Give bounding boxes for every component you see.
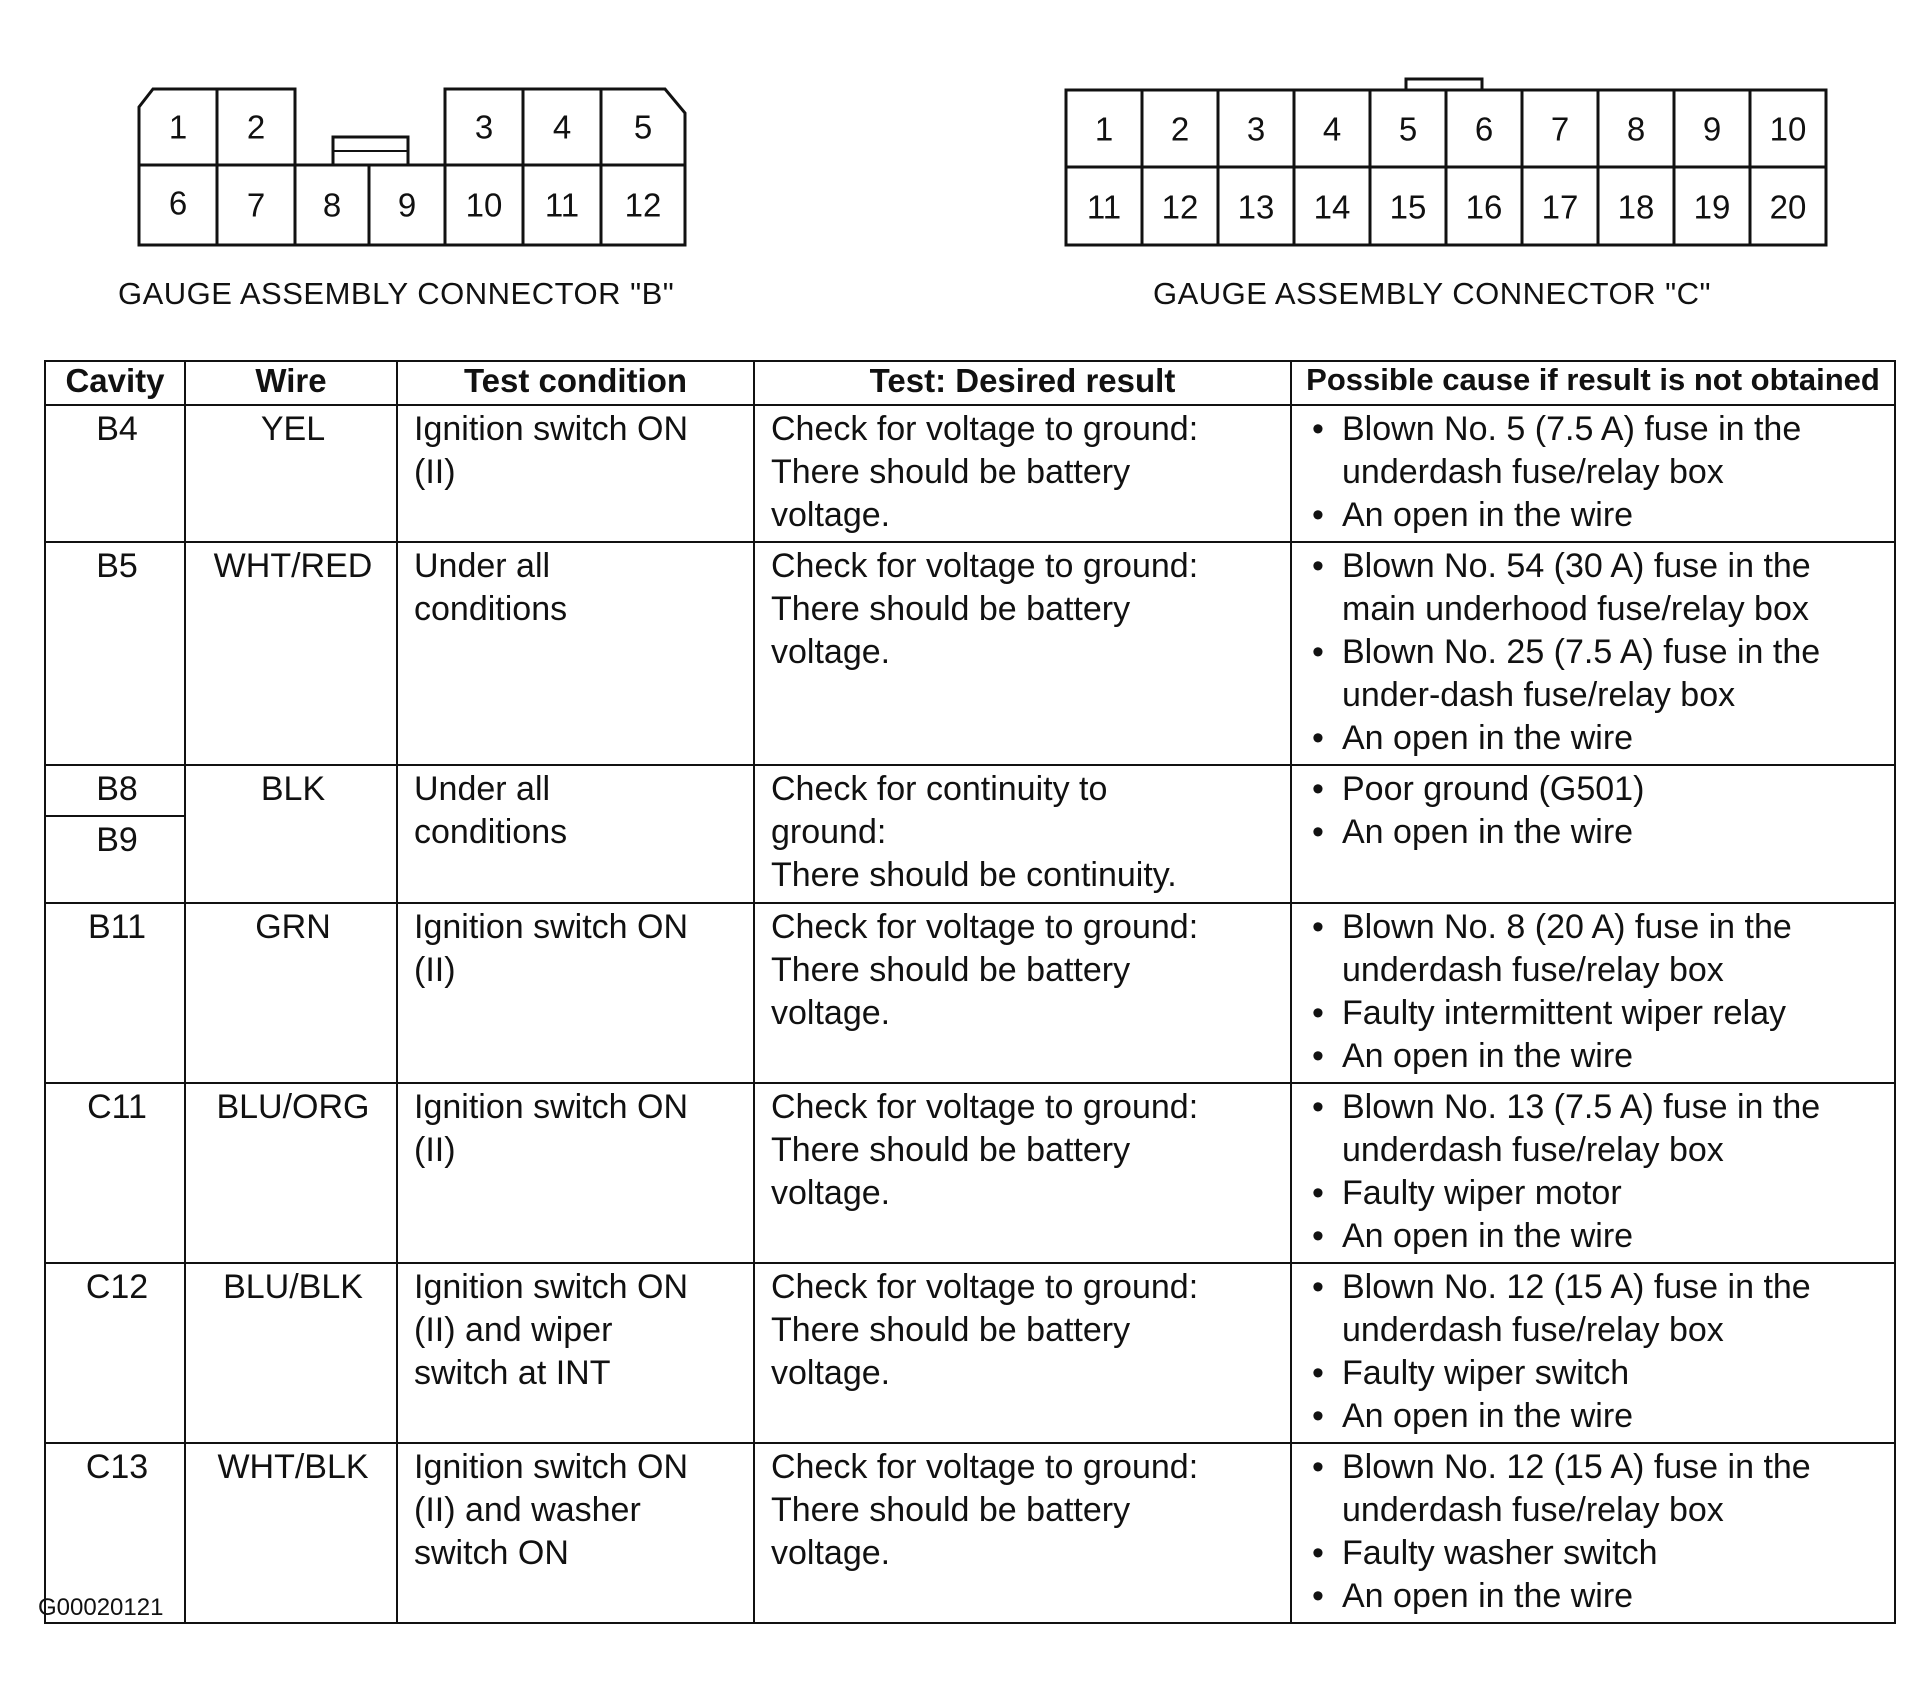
wire-cell: WHT/BLK [185, 1443, 397, 1623]
table-row [45, 1443, 1895, 1623]
table-header-row [45, 361, 1895, 405]
cavity-cell: B5 [45, 542, 185, 765]
result-line: There should be battery [771, 453, 1131, 491]
pin-label: 17 [1541, 188, 1579, 226]
result-line: voltage. [771, 1354, 891, 1392]
cause-item: • Blown No. 8 (20 A) fuse in the underdash fuse/relay box [1308, 906, 1882, 992]
condition-line: (II) [414, 1131, 456, 1169]
condition-line: (II) [414, 453, 456, 491]
table-row [45, 405, 1895, 542]
cause-list [1308, 1266, 1882, 1438]
cause-item: • An open in the wire [1308, 1575, 1882, 1618]
cause-item: • Blown No. 5 (7.5 A) fuse in the underdash fuse/relay box [1308, 408, 1882, 494]
condition-line: switch ON [414, 1534, 569, 1572]
causes-cell [1291, 903, 1895, 1083]
cause-item: • Blown No. 13 (7.5 A) fuse in the underdash fuse/relay box [1308, 1086, 1882, 1172]
pin-label: 7 [1550, 110, 1570, 148]
cause-item: • Blown No. 12 (15 A) fuse in the underdash fuse/relay box [1308, 1266, 1882, 1352]
pin-label: 2 [1170, 110, 1190, 148]
causes-cell [1291, 542, 1895, 765]
result-line: voltage. [771, 1534, 891, 1572]
cause-list [1308, 1446, 1882, 1618]
cause-list [1308, 768, 1882, 854]
cause-item: • An open in the wire [1308, 494, 1882, 537]
cause-item: • Faulty washer switch [1308, 1532, 1882, 1575]
condition-cell [397, 765, 754, 903]
pin-label: 7 [246, 186, 266, 224]
connector-c-diagram [1062, 75, 1832, 255]
cause-item: • An open in the wire [1308, 1395, 1882, 1438]
result-line: Check for voltage to ground: [771, 908, 1199, 946]
result-line: Check for continuity to [771, 770, 1108, 808]
cause-list [1308, 1086, 1882, 1258]
result-line: voltage. [771, 994, 891, 1032]
pin-label: 1 [168, 108, 188, 146]
condition-line: (II) and wiper [414, 1311, 613, 1349]
result-cell [754, 405, 1291, 542]
pin-label: 8 [1626, 110, 1646, 148]
result-line: There should be battery [771, 1311, 1131, 1349]
causes-cell [1291, 765, 1895, 903]
pin-label: 4 [1322, 110, 1342, 148]
table-row [45, 765, 1895, 816]
pin-label: 6 [1474, 110, 1494, 148]
condition-line: conditions [414, 813, 568, 851]
result-cell [754, 1083, 1291, 1263]
pin-label: 14 [1313, 188, 1351, 226]
result-line: voltage. [771, 496, 891, 534]
header-desired-result: Test: Desired result [754, 361, 1291, 405]
pin-label: 19 [1693, 188, 1731, 226]
table-row [45, 1263, 1895, 1443]
wire-cell: BLK [185, 765, 397, 903]
connector-c-caption: GAUGE ASSEMBLY CONNECTOR "C" [1153, 276, 1711, 311]
causes-cell [1291, 405, 1895, 542]
wire-cell: WHT/RED [185, 542, 397, 765]
figure-code: G00020121 [38, 1594, 164, 1621]
condition-cell [397, 1083, 754, 1263]
pin-label: 6 [168, 184, 188, 222]
cause-item: • An open in the wire [1308, 717, 1882, 760]
header-possible-cause: Possible cause if result is not obtained [1291, 361, 1895, 405]
cavity-cell: B8 [45, 765, 185, 816]
pin-label: 16 [1465, 188, 1503, 226]
table-row [45, 1083, 1895, 1263]
condition-cell [397, 405, 754, 542]
cavity-cell: C11 [45, 1083, 185, 1263]
condition-line: Under all [414, 770, 551, 808]
condition-line: Under all [414, 547, 551, 585]
pin-label: 12 [1161, 188, 1199, 226]
cause-list [1308, 408, 1882, 537]
table-row [45, 542, 1895, 765]
condition-line: Ignition switch ON [414, 410, 688, 448]
table-row [45, 903, 1895, 1083]
pin-label: 13 [1237, 188, 1275, 226]
condition-line: switch at INT [414, 1354, 611, 1392]
pin-label: 9 [397, 186, 417, 224]
condition-line: Ignition switch ON [414, 1088, 688, 1126]
diagnostic-table [44, 360, 1896, 1624]
cause-item: • Blown No. 25 (7.5 A) fuse in the under-dash fuse/relay box [1308, 631, 1882, 717]
result-cell [754, 903, 1291, 1083]
result-cell [754, 765, 1291, 903]
cause-item: • Faulty wiper motor [1308, 1172, 1882, 1215]
condition-cell [397, 903, 754, 1083]
result-line: ground: [771, 813, 887, 851]
cause-item: • An open in the wire [1308, 1035, 1882, 1078]
pin-label: 10 [465, 186, 503, 224]
wire-cell: YEL [185, 405, 397, 542]
header-test-condition: Test condition [397, 361, 754, 405]
condition-line: (II) and washer [414, 1491, 641, 1529]
condition-line: Ignition switch ON [414, 908, 688, 946]
wire-cell: GRN [185, 903, 397, 1083]
wire-cell: BLU/ORG [185, 1083, 397, 1263]
causes-cell [1291, 1263, 1895, 1443]
pin-label: 11 [1086, 188, 1122, 226]
result-cell [754, 1443, 1291, 1623]
condition-line: (II) [414, 951, 456, 989]
result-line: There should be battery [771, 951, 1131, 989]
pin-label: 3 [1246, 110, 1266, 148]
pin-label: 3 [474, 108, 494, 146]
pin-label: 20 [1769, 188, 1807, 226]
pin-label: 18 [1617, 188, 1655, 226]
pin-label: 2 [246, 108, 266, 146]
causes-cell [1291, 1443, 1895, 1623]
cause-item: • Faulty wiper switch [1308, 1352, 1882, 1395]
condition-line: Ignition switch ON [414, 1268, 688, 1306]
result-line: Check for voltage to ground: [771, 547, 1199, 585]
condition-cell [397, 1443, 754, 1623]
result-line: voltage. [771, 633, 891, 671]
result-line: There should be battery [771, 1131, 1131, 1169]
pin-label: 5 [633, 108, 653, 146]
result-line: voltage. [771, 1174, 891, 1212]
header-cavity: Cavity [45, 361, 185, 405]
cause-list [1308, 906, 1882, 1078]
condition-line: conditions [414, 590, 568, 628]
cavity-cell: C13 [45, 1443, 185, 1623]
wire-cell: BLU/BLK [185, 1263, 397, 1443]
pin-label: 11 [544, 186, 580, 224]
pin-label: 5 [1398, 110, 1418, 148]
cause-item: • Poor ground (G501) [1308, 768, 1882, 811]
connector-b-diagram [135, 85, 695, 255]
connector-b-caption: GAUGE ASSEMBLY CONNECTOR "B" [118, 276, 675, 311]
result-line: Check for voltage to ground: [771, 1268, 1199, 1306]
cause-item: • An open in the wire [1308, 1215, 1882, 1258]
condition-cell [397, 1263, 754, 1443]
result-line: Check for voltage to ground: [771, 1088, 1199, 1126]
pin-label: 1 [1094, 110, 1114, 148]
cause-item: • Blown No. 12 (15 A) fuse in the underdash fuse/relay box [1308, 1446, 1882, 1532]
cause-item: • Faulty intermittent wiper relay [1308, 992, 1882, 1035]
cause-item: • Blown No. 54 (30 A) fuse in the main underhood fuse/relay box [1308, 545, 1882, 631]
pin-label: 8 [322, 186, 342, 224]
result-cell [754, 1263, 1291, 1443]
result-line: Check for voltage to ground: [771, 410, 1199, 448]
cavity-cell: B4 [45, 405, 185, 542]
condition-line: Ignition switch ON [414, 1448, 688, 1486]
condition-cell [397, 542, 754, 765]
cavity-cell: C12 [45, 1263, 185, 1443]
pin-label: 15 [1389, 188, 1427, 226]
cavity-cell: B11 [45, 903, 185, 1083]
result-line: Check for voltage to ground: [771, 1448, 1199, 1486]
header-wire: Wire [185, 361, 397, 405]
result-line: There should be continuity. [771, 856, 1177, 894]
result-line: There should be battery [771, 590, 1131, 628]
pin-label: 12 [624, 186, 662, 224]
causes-cell [1291, 1083, 1895, 1263]
result-line: There should be battery [771, 1491, 1131, 1529]
result-cell [754, 542, 1291, 765]
pin-label: 10 [1769, 110, 1807, 148]
cavity-cell: B9 [45, 816, 185, 903]
pin-label: 9 [1702, 110, 1722, 148]
cause-item: • An open in the wire [1308, 811, 1882, 854]
pin-label: 4 [552, 108, 572, 146]
cause-list [1308, 545, 1882, 760]
